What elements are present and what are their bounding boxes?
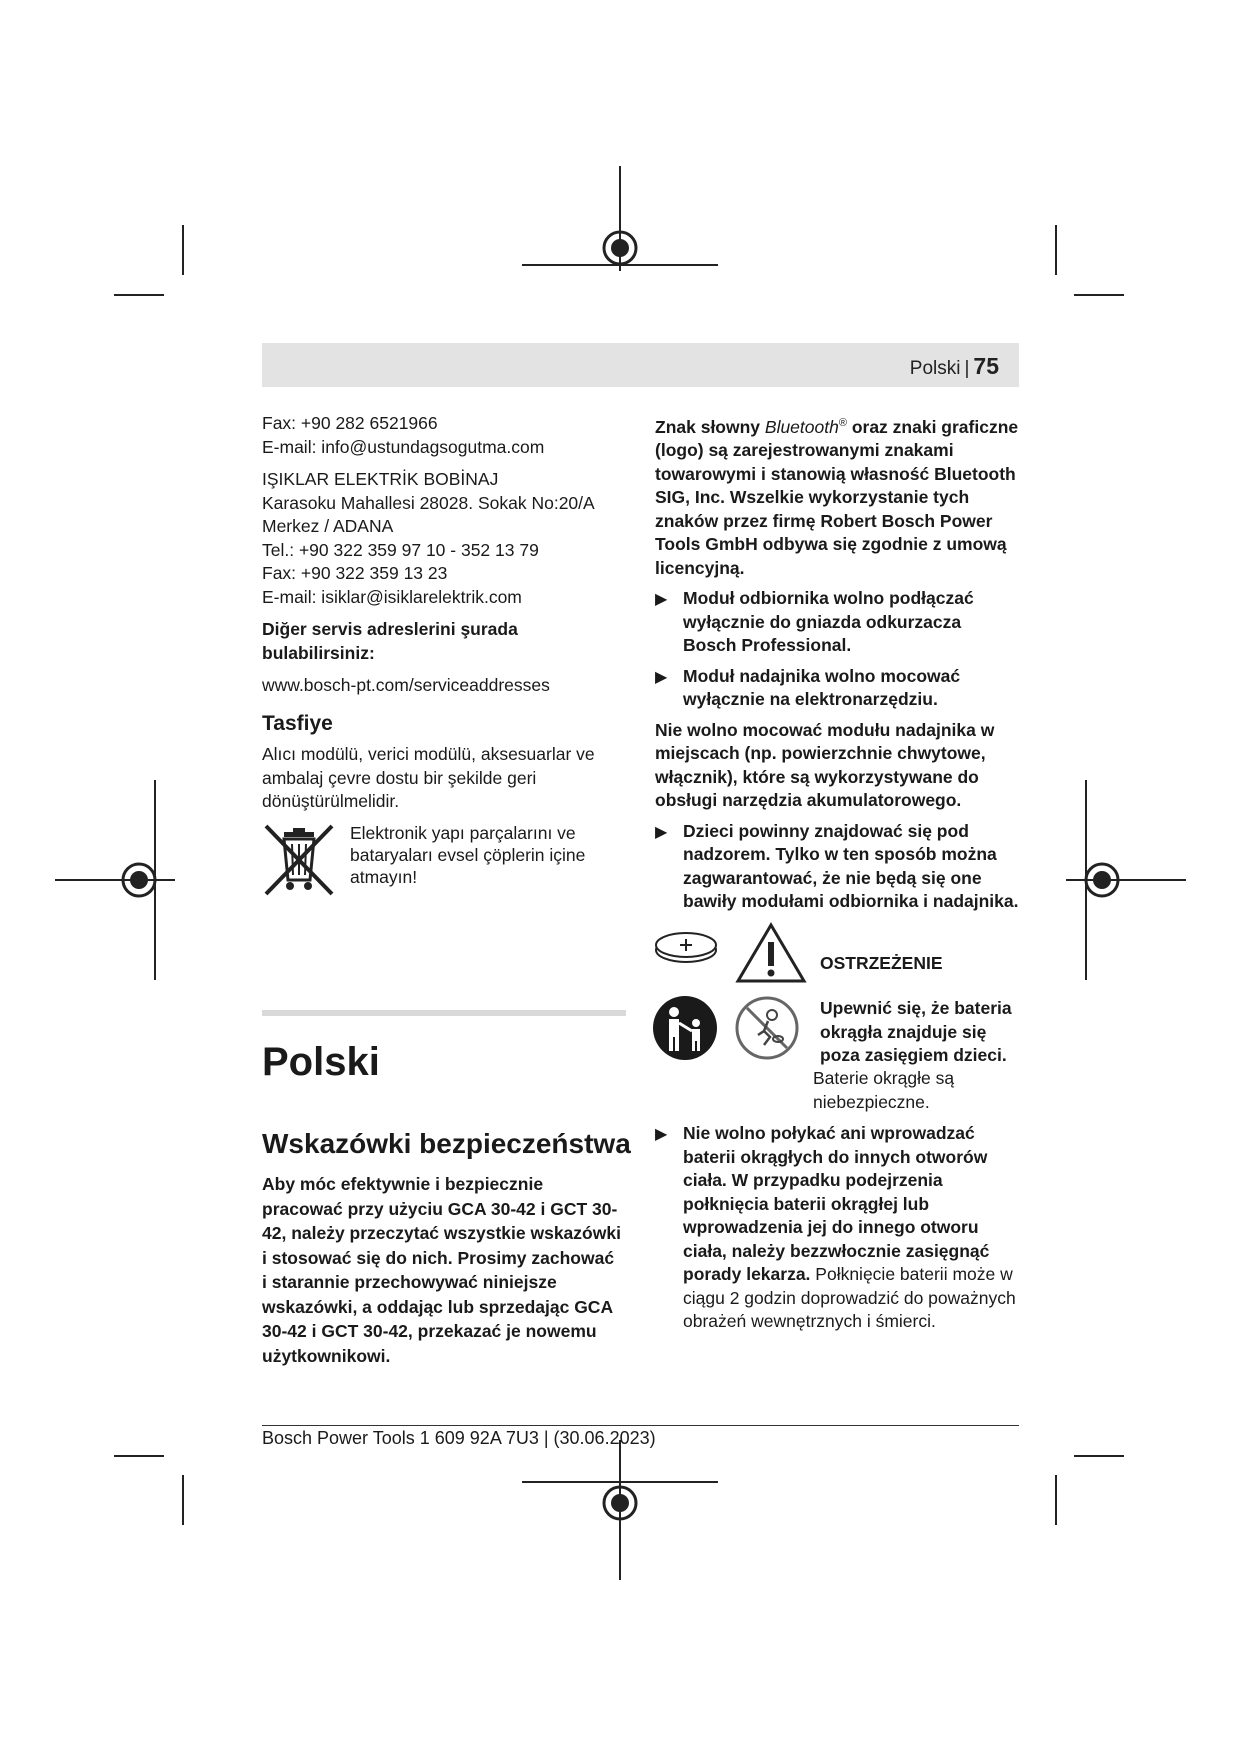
page-number: 75 bbox=[973, 353, 999, 379]
footer-text: Bosch Power Tools 1 609 92A 7U3 | (30.06.2023) bbox=[262, 1428, 656, 1448]
warning-text-bold: Upewnić się, że bateria okrągła znajduje się poza zasięgiem dzieci. bbox=[820, 998, 1012, 1065]
crop-mark bbox=[114, 1455, 164, 1457]
crop-mark bbox=[1074, 294, 1124, 296]
contact-line: E-mail: info@ustundagsogutma.com bbox=[262, 436, 545, 457]
mounting-paragraph: Nie wolno mocować modułu nadajnika w miejscach (np. powierzchnie chwytowe, włącznik), które są wykorzystywane do obsługi narzędzia akumulatorowego. bbox=[655, 719, 995, 811]
disposal-text: Alıcı modülü, verici modülü, aksesuarlar ve ambalaj çevre dostu bir şekilde geri dönüştürülmelidir. bbox=[262, 744, 595, 811]
keep-away-from-children-icon bbox=[652, 995, 718, 1061]
contact-line: Fax: +90 282 6521966 bbox=[262, 413, 438, 433]
right-column bbox=[655, 412, 1019, 914]
header-language: Polski bbox=[909, 358, 961, 379]
contact-line: IŞIKLAR ELEKTRİK BOBİNAJ bbox=[262, 469, 499, 489]
section-divider bbox=[262, 1010, 626, 1016]
disposal-notice bbox=[262, 822, 622, 898]
contact-line: Tel.: +90 322 359 97 10 - 352 13 79 bbox=[262, 539, 539, 560]
safety-bullet: ▶ Moduł nadajnika wolno mocować wyłącznie na elektronarzędziu. bbox=[655, 665, 1019, 712]
crossed-out-bin-icon bbox=[262, 822, 336, 898]
bullet-arrow-icon: ▶ bbox=[655, 591, 668, 609]
safety-bullet: ▶ Dzieci powinny znajdować się pod nadzorem. Tylko w ten sposób można zagwarantować, że nie będą się one bawiły modułami odbiornika i nadajnika. bbox=[655, 820, 1019, 914]
warning-text-normal: Baterie okrągłe są niebezpieczne. bbox=[813, 1068, 955, 1112]
crop-mark bbox=[1074, 1455, 1124, 1457]
header-label: Polski | 75 bbox=[909, 353, 999, 379]
coin-battery-icon bbox=[652, 930, 720, 964]
crop-mark bbox=[1055, 1475, 1057, 1525]
section-title: Polski bbox=[262, 1040, 380, 1084]
disposal-icon-text: Elektronik yapı parçalarını ve bataryaları evsel çöplerin içine atmayın! bbox=[350, 822, 586, 887]
section-subtitle: Wskazówki bezpieczeństwa bbox=[262, 1128, 631, 1159]
service-heading: Diğer servis adreslerini şurada bulabilirsiniz: bbox=[262, 619, 518, 663]
footer-rule bbox=[262, 1425, 1019, 1426]
safety-bullet: ▶ Moduł odbiornika wolno podłączać wyłącznie do gniazda odkurzacza Bosch Professional. bbox=[655, 587, 1019, 658]
warning-triangle-icon bbox=[735, 922, 807, 984]
crop-mark bbox=[182, 225, 184, 275]
registration-mark-icon bbox=[1066, 780, 1186, 980]
service-url: www.bosch-pt.com/serviceaddresses bbox=[262, 675, 550, 695]
registration-mark-icon bbox=[520, 1440, 720, 1580]
safety-bullet: ▶ Nie wolno połykać ani wprowadzać baterii okrągłych do innych otworów ciała. W przypadku podejrzenia połknięcia baterii okrągłej lub wprowadzenia jej do innego otworu ciała, należy bezzwłocznie zasięgnąć porady lekarza. Połknięcie baterii może w ciągu 2 godzin doprowadzić do poważnych obrażeń wewnętrznych i śmierci. bbox=[655, 1122, 1019, 1334]
do-not-swallow-icon bbox=[734, 995, 800, 1061]
page-header bbox=[262, 343, 1019, 387]
intro-paragraph: Aby móc efektywnie i bezpiecznie pracować przy użyciu GCA 30-42 i GCT 30-42, należy przeczytać wszystkie wskazówki i stosować się do nich. Prosimy zachować i starannie przechowywać niniejsze wskazówki, a oddając lub sprzedając GCA 30-42 i GCT 30-42, przekazać je nowemu użytkownikowi. bbox=[262, 1174, 621, 1366]
contact-line: E-mail: isiklar@isiklarelektrik.com bbox=[262, 586, 522, 607]
warning-label: OSTRZEŻENIE bbox=[820, 953, 943, 973]
bluetooth-paragraph: Znak słowny Bluetooth® oraz znaki graficzne (logo) są zarejestrowanymi znakami towarowymi i stanowią własność Bluetooth SIG, Inc. Wszelkie wykorzystanie tych znaków przez firmę Robert Bosch Power Tools GmbH odbywa się zgodnie z umową licencyjną. bbox=[655, 416, 1019, 578]
disposal-heading: Tasfiye bbox=[262, 711, 333, 735]
bullet-arrow-icon: ▶ bbox=[655, 668, 668, 686]
contact-line: Fax: +90 322 359 13 23 bbox=[262, 563, 448, 583]
contact-line: Merkez / ADANA bbox=[262, 516, 394, 536]
registration-mark-icon bbox=[520, 166, 720, 306]
right-column-lower bbox=[655, 1115, 1019, 1334]
left-column bbox=[262, 412, 622, 898]
bullet-arrow-icon: ▶ bbox=[655, 823, 668, 841]
crop-mark bbox=[182, 1475, 184, 1525]
crop-mark bbox=[114, 294, 164, 296]
contact-line: Karasoku Mahallesi 28028. Sokak No:20/A bbox=[262, 492, 595, 513]
bullet-arrow-icon: ▶ bbox=[655, 1126, 668, 1143]
crop-mark bbox=[1055, 225, 1057, 275]
registration-mark-icon bbox=[55, 780, 175, 980]
